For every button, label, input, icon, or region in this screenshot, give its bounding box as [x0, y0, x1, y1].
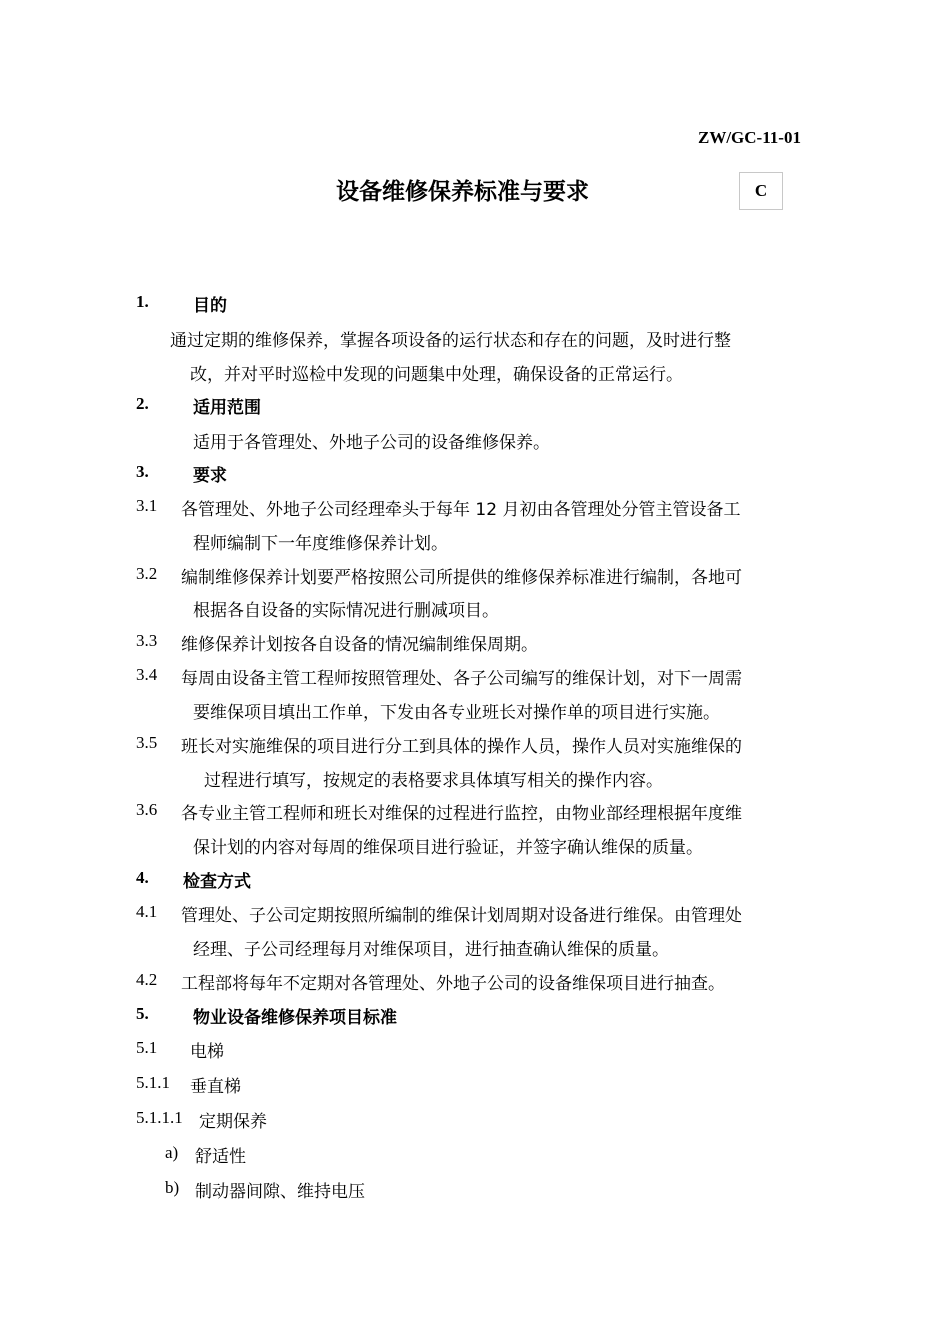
item-3-5-line-2: 过程进行填写，按规定的表格要求具体填写相关的操作内容。 [204, 771, 663, 791]
item-3-2-number: 3.2 [136, 564, 158, 583]
section-1-body-line-2: 改，并对平时巡检中发现的问题集中处理，确保设备的正常运行。 [190, 365, 683, 385]
section-2-title: 适用范围 [193, 398, 261, 418]
section-1-number: 1. [136, 292, 149, 311]
item-3-6-line-2: 保计划的内容对每周的维保项目进行验证，并签字确认维保的质量。 [193, 838, 703, 858]
item-3-3-number: 3.3 [136, 631, 158, 650]
item-4-1-line-1: 管理处、子公司定期按照所编制的维保计划周期对设备进行维保。由管理处 [181, 906, 742, 926]
document-title: 设备维修保养标准与要求 [336, 179, 589, 205]
item-3-4-number: 3.4 [136, 665, 158, 684]
item-3-3-line-1: 维修保养计划按各自设备的情况编制维保周期。 [181, 635, 538, 655]
item-5-1-label: 电梯 [190, 1042, 224, 1062]
section-4-number: 4. [136, 868, 149, 887]
item-3-1-line-2: 程师编制下一年度维修保养计划。 [193, 534, 448, 554]
section-4-title: 检查方式 [183, 872, 251, 892]
item-5-1-1-label: 垂直梯 [190, 1077, 241, 1097]
item-3-6-number: 3.6 [136, 800, 158, 819]
item-5-1-number: 5.1 [136, 1038, 158, 1057]
item-3-4-line-1: 每周由设备主管工程师按照管理处、各子公司编写的维保计划，对下一周需 [181, 669, 742, 689]
section-5-title: 物业设备维修保养项目标准 [193, 1008, 397, 1028]
item-3-5-number: 3.5 [136, 733, 158, 752]
item-3-5-line-1: 班长对实施维保的项目进行分工到具体的操作人员，操作人员对实施维保的 [181, 737, 742, 757]
section-3-number: 3. [136, 462, 149, 481]
section-2-body: 适用于各管理处、外地子公司的设备维修保养。 [193, 433, 550, 453]
list-item-a-label: 舒适性 [195, 1147, 246, 1167]
item-3-1-line-1: 各管理处、外地子公司经理牵头于每年 12 月初由各管理处分管主管设备工 [181, 500, 741, 520]
item-4-1-number: 4.1 [136, 902, 158, 921]
list-item-b-label: 制动器间隙、维持电压 [195, 1182, 365, 1202]
section-5-number: 5. [136, 1004, 149, 1023]
list-item-b-marker: b) [165, 1178, 180, 1197]
list-item-a-marker: a) [165, 1143, 179, 1162]
item-5-1-1-1-number: 5.1.1.1 [136, 1108, 183, 1127]
item-5-1-1-1-label: 定期保养 [199, 1112, 267, 1132]
section-1-body-line-1: 通过定期的维修保养，掌握各项设备的运行状态和存在的问题，及时进行整 [170, 331, 731, 351]
section-3-title: 要求 [193, 466, 227, 486]
revision-box: C [739, 172, 783, 210]
section-2-number: 2. [136, 394, 149, 413]
item-4-2-line-1: 工程部将每年不定期对各管理处、外地子公司的设备维保项目进行抽查。 [181, 974, 725, 994]
section-1-title: 目的 [193, 296, 227, 316]
item-3-1-number: 3.1 [136, 496, 158, 515]
item-3-4-line-2: 要维保项目填出工作单，下发由各专业班长对操作单的项目进行实施。 [193, 703, 720, 723]
item-3-2-line-1: 编制维修保养计划要严格按照公司所提供的维修保养标准进行编制，各地可 [181, 568, 742, 588]
item-4-2-number: 4.2 [136, 970, 158, 989]
item-3-6-line-1: 各专业主管工程师和班长对维保的过程进行监控，由物业部经理根据年度维 [181, 804, 742, 824]
item-3-2-line-2: 根据各自设备的实际情况进行删减项目。 [193, 601, 499, 621]
item-4-1-line-2: 经理、子公司经理每月对维保项目，进行抽查确认维保的质量。 [193, 940, 669, 960]
document-number: ZW/GC-11-01 [698, 128, 801, 147]
item-5-1-1-number: 5.1.1 [136, 1073, 170, 1092]
